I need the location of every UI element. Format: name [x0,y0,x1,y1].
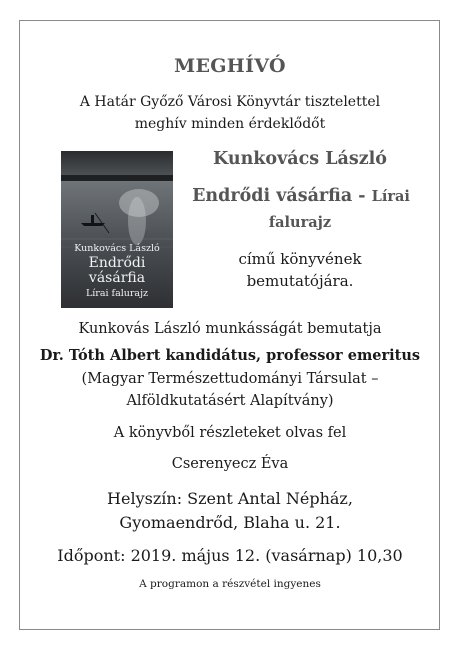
cover-title-line-1: Endrődi [88,255,146,271]
cover-author: Kunkovács László [74,243,160,254]
venue-line-2: Gyomaendrőd, Blaha u. 21. [119,513,341,532]
presenter-affiliation-1: (Magyar Természettudományi Társulat – [81,371,379,387]
book-caption-line-2: bemutatójára. [246,272,354,290]
book-title-sub-1: Lírai [371,188,410,205]
invitation-heading: MEGHÍVÓ [174,55,286,77]
presenter-affiliation-2: Alföldkutatásért Alapítvány) [126,393,334,409]
presentation-intro: Kunkovás László munkásságát bemutatja [78,321,382,337]
event-datetime: Időpont: 2019. május 12. (vasárnap) 10,30 [57,546,403,565]
cover-subtitle: Lírai falurajz [85,288,149,299]
book-title-sub-2: falurajz [268,214,332,231]
book-title-main: Endrődi vásárfia - [192,186,366,206]
book-title [172,186,430,206]
book-caption-line-1: című könyvének [238,250,362,268]
intro-line-2: meghív minden érdeklődőt [134,116,326,132]
cover-title-line-2: vásárfia [88,270,146,286]
reading-intro: A könyvből részleteket olvas fel [113,425,347,441]
venue-line-1: Helyszín: Szent Antal Népház, [107,489,353,508]
free-admission-note: A programon a részvétel ingyenes [139,578,321,590]
book-author: Kunkovács László [213,149,387,169]
book-cover-image [61,151,173,308]
intro-line-1: A Határ Győző Városi Könyvtár tisztelettel [79,94,381,110]
presenter-name: Dr. Tóth Albert kandidátus, professor emeritus [39,347,421,364]
reader-name: Cserenyecz Éva [171,456,289,472]
